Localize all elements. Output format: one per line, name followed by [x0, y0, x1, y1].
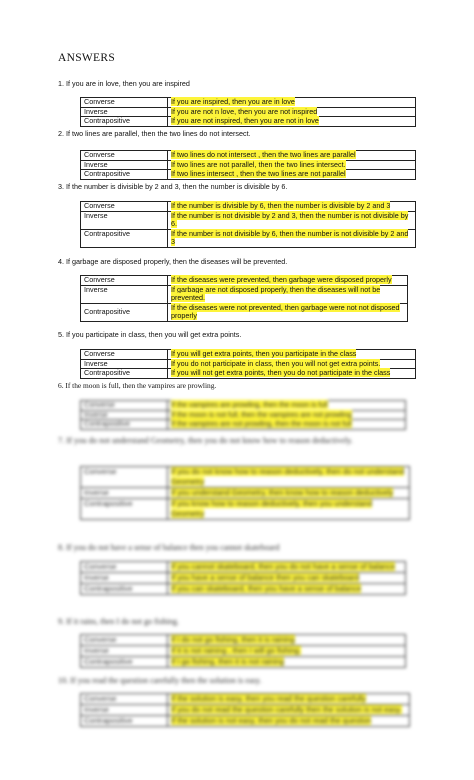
row-value: If the number is not divisible by 6, then the number is not divisible by 2 and 3 [168, 229, 416, 247]
table-row [81, 499, 410, 520]
answer-table-1 [80, 97, 416, 127]
table-row [81, 705, 410, 716]
table-row [81, 350, 416, 360]
table-row [81, 202, 416, 212]
row-value: If the number is not divisible by 2 and 3, then the number is not divisible by 6. [168, 211, 416, 229]
row-key: Inverse [81, 285, 168, 303]
row-key: Contrapositive [81, 657, 168, 668]
row-key: Contrapositive [81, 117, 168, 127]
row-value: If you will not get extra points, then you do not participate in the class [168, 369, 416, 379]
question-2: 2. If two lines are parallel, then the two lines do not intersect. [58, 129, 251, 138]
answer-table-3 [80, 201, 416, 248]
answer-table-7 [80, 466, 410, 520]
table-row [81, 420, 406, 430]
row-value: If you cannot skateboard, then you do not have a sense of balance [168, 562, 406, 573]
row-key: Contrapositive [81, 420, 168, 430]
table-row [81, 211, 416, 229]
row-value: If you know how to reason deductively, then you understand Geometry [168, 499, 410, 520]
row-value: If the vampires are prowling, then the moon is full [168, 401, 406, 411]
answer-table-6 [80, 400, 406, 430]
row-value: If you are inspired, then you are in love [168, 98, 416, 108]
row-value: If you are not inspired, then you are not in love [168, 117, 416, 127]
row-value: If the solution is not easy, then you do not read the question [168, 716, 410, 727]
row-key: Converse [81, 276, 168, 286]
row-key: Converse [81, 635, 168, 646]
row-value: If I do not go fishing, then it is raining [168, 635, 406, 646]
row-key: Inverse [81, 705, 168, 716]
table-row [81, 584, 406, 595]
question-6: 6. If the moon is full, then the vampires are prowling. [58, 381, 217, 390]
answer-table-10 [80, 693, 410, 727]
row-value: If you understand Geometry, then know how to reason deductively [168, 488, 410, 499]
row-value: If two lines intersect , then the two lines are not parallel [168, 170, 416, 180]
row-value: If two lines are not parallel, then the two lines intersect. [168, 160, 416, 170]
row-value: If you do not read the question carefully then the solution is not easy. [168, 705, 410, 716]
row-key: Inverse [81, 573, 168, 584]
row-key: Inverse [81, 107, 168, 117]
table-row [81, 716, 410, 727]
table-row [81, 562, 406, 573]
row-value: If you do not participate in class, then you will not get extra points. [168, 359, 416, 369]
table-row [81, 151, 416, 161]
row-key: Inverse [81, 410, 168, 420]
row-key: Inverse [81, 211, 168, 229]
row-value: If it is not raining , then I will go fishing. [168, 646, 406, 657]
row-key: Converse [81, 694, 168, 705]
question-7: 7. If you do not understand Geometry, then you do not know how to reason deductively. [58, 436, 353, 445]
row-key: Contrapositive [81, 229, 168, 247]
question-10: 10. If you read the question carefully then the solution is easy. [58, 676, 262, 685]
row-key: Contrapositive [81, 499, 168, 520]
row-value: If you will get extra points, then you participate in the class [168, 350, 416, 360]
answer-table-4 [80, 275, 408, 322]
row-value: If I go fishing, then it is not raining [168, 657, 406, 668]
table-row [81, 694, 410, 705]
table-row [81, 369, 416, 379]
table-row [81, 303, 408, 321]
row-key: Converse [81, 350, 168, 360]
row-value: If the diseases were not prevented, then garbage were not not disposed properly [168, 303, 408, 321]
answer-table-5 [80, 349, 416, 379]
row-key: Converse [81, 151, 168, 161]
question-9: 9. If it rains, then I do not go fishing. [58, 617, 179, 626]
table-row [81, 657, 406, 668]
question-3: 3. If the number is divisible by 2 and 3, then the number is divisible by 6. [58, 182, 288, 191]
question-1: 1. If you are in love, then you are inspired [58, 79, 190, 88]
question-5: 5. If you participate in class, then you will get extra points. [58, 330, 242, 339]
table-row [81, 467, 410, 488]
row-value: If the vampires are not prowling, then the moon is not full [168, 420, 406, 430]
table-row [81, 229, 416, 247]
question-4: 4. If garbage are disposed properly, then the diseases will be prevented. [58, 257, 288, 266]
answer-table-2 [80, 150, 416, 180]
row-key: Inverse [81, 160, 168, 170]
row-value: If the moon is not full, then the vampires are not prowling [168, 410, 406, 420]
table-row [81, 401, 406, 411]
row-key: Converse [81, 98, 168, 108]
page-title: ANSWERS [58, 52, 116, 64]
table-row [81, 170, 416, 180]
table-row [81, 117, 416, 127]
row-value: If the solution is easy, then you read the question carefully [168, 694, 410, 705]
row-key: Inverse [81, 359, 168, 369]
row-key: Converse [81, 562, 168, 573]
row-key: Contrapositive [81, 584, 168, 595]
table-row [81, 488, 410, 499]
table-row [81, 635, 406, 646]
row-value: If two lines do not intersect , then the two lines are parallel [168, 151, 416, 161]
table-row [81, 646, 406, 657]
row-value: If you are not n love, then you are not inspired [168, 107, 416, 117]
row-value: If you do not know how to reason deductively, then do not understand Geometry [168, 467, 410, 488]
question-8: 8. If you do not have a sense of balance then you cannot skateboard [58, 543, 280, 552]
row-key: Converse [81, 401, 168, 411]
row-value: If you can skateboard, then you have a sense of balance [168, 584, 406, 595]
row-key: Converse [81, 467, 168, 488]
row-key: Contrapositive [81, 716, 168, 727]
table-row [81, 285, 408, 303]
row-value: If the diseases were prevented, then garbage were disposed properly [168, 276, 408, 286]
answer-table-9 [80, 634, 406, 668]
row-key: Converse [81, 202, 168, 212]
row-key: Inverse [81, 488, 168, 499]
answer-table-8 [80, 561, 406, 595]
table-row [81, 573, 406, 584]
row-value: If you have a sense of balance then you can skateboard [168, 573, 406, 584]
row-value: If the number is divisible by 6, then the number is divisible by 2 and 3 [168, 202, 416, 212]
row-key: Contrapositive [81, 170, 168, 180]
row-value: If garbage are not disposed properly, then the diseases will not be prevented. [168, 285, 408, 303]
row-key: Contrapositive [81, 303, 168, 321]
row-key: Inverse [81, 646, 168, 657]
row-key: Contrapositive [81, 369, 168, 379]
table-row [81, 276, 408, 286]
table-row [81, 98, 416, 108]
